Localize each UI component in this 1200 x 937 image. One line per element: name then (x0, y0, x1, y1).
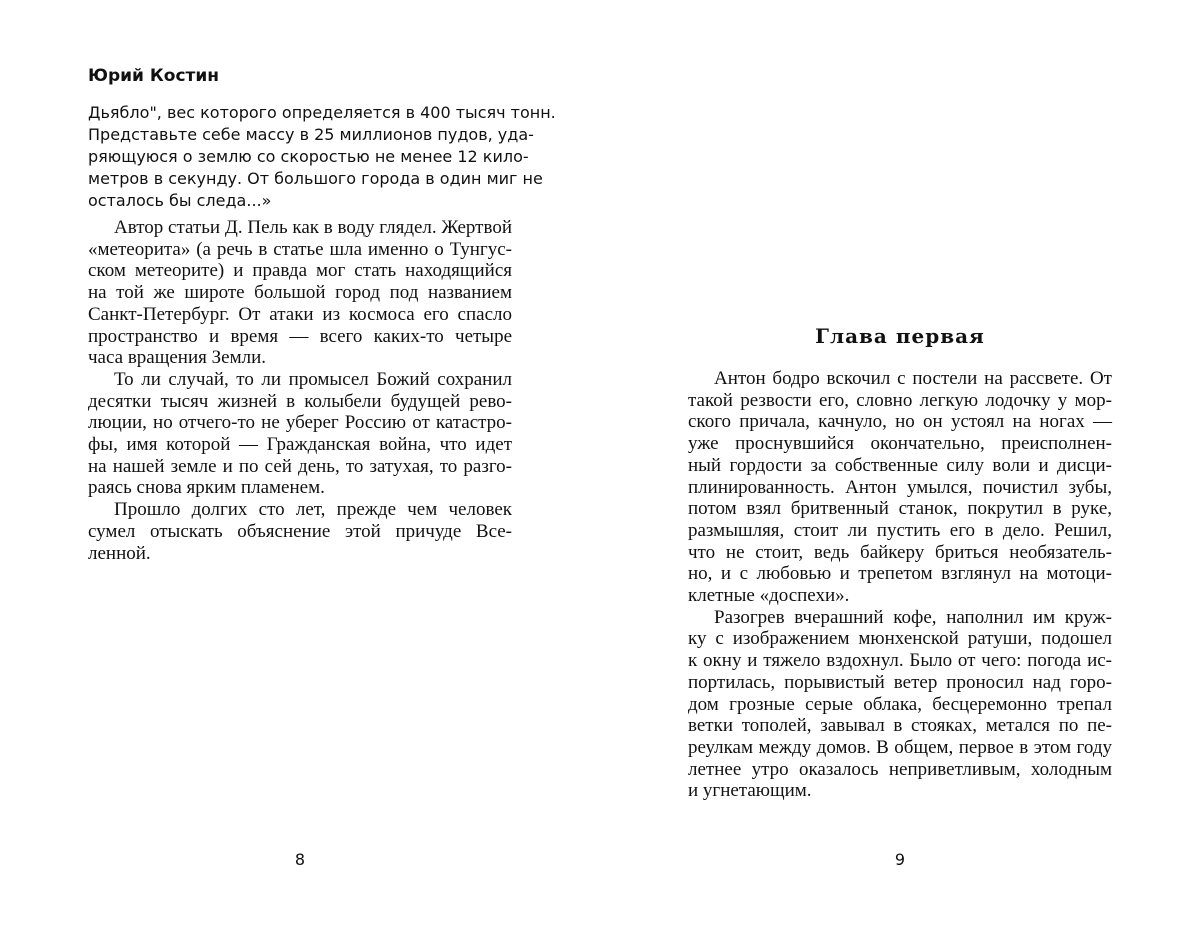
text-line: плинированность. Антон умылся, почистил зубы, (688, 476, 1112, 498)
quote-line: осталось бы следа...» (88, 191, 272, 210)
page-number-right: 9 (894, 850, 906, 869)
text-line: ный гордости за собственные силу воли и дисци- (688, 454, 1112, 476)
text-line: раясь снова ярким пламенем. (88, 477, 325, 499)
text-line: летнее утро оказалось неприветливым, холодным (688, 758, 1112, 780)
text-line: «метеорита» (а речь в статье шла именно о Тунгус- (88, 238, 512, 260)
text-line: Разогрев вчерашний кофе, наполнил им круж- (714, 606, 1112, 628)
running-head-author: Юрий Костин (88, 66, 220, 86)
text-line: такой резвости его, словно легкую лодочку у мор- (688, 389, 1112, 411)
text-line: ском метеорите) и правда мог стать находящийся (88, 260, 512, 282)
text-line: потом взял бритвенный станок, покрутил в руке, (688, 498, 1112, 520)
text-line: уже проснувшийся окончательно, преисполнен- (688, 433, 1112, 455)
text-line: портилась, порывистый ветер проносил над горо- (688, 671, 1112, 693)
text-line: но, и с любовью и трепетом взглянул на мотоци- (688, 563, 1112, 585)
quote-line: метров в секунду. От большого города в один миг не (88, 169, 543, 188)
text-line: на той же широте большой город под названием (88, 282, 512, 304)
text-line: часа вращения Земли. (88, 347, 267, 369)
text-line: Автор статьи Д. Пель как в воду глядел. Жертвой (114, 217, 512, 238)
quote-block (88, 102, 556, 212)
text-line: сумел отыскать объяснение этой причуде Все- (88, 520, 512, 542)
text-line: к окну и тяжело вздохнул. Было от чего: погода ис- (688, 650, 1112, 672)
left-body-text (88, 217, 512, 564)
text-line: что не стоит, ведь байкеру бриться необязатель- (688, 541, 1112, 563)
text-line: ского причала, качнуло, но он устоял на ногах — (688, 411, 1112, 433)
text-line: пространство и время — всего каких-то четыре (88, 325, 512, 347)
text-line: ленной. (88, 542, 151, 564)
text-line: фы, имя которой — Гражданская война, что идет (88, 434, 512, 456)
text-line: дом грозные серые облака, бесцеремонно трепал (688, 693, 1112, 715)
text-line: Санкт-Петербург. От атаки из космоса его спасло (88, 303, 512, 325)
quote-line: Представьте себе массу в 25 миллионов пудов, уда- (88, 125, 534, 144)
page-number-left: 8 (294, 850, 306, 869)
text-line: и угнетающим. (688, 780, 812, 802)
right-body-text (688, 368, 1112, 802)
text-line: на нашей земле и по сей день, то затухая, то разго- (88, 455, 512, 477)
text-line: люции, но отчего-то не уберег Россию от катастро- (88, 412, 512, 434)
text-line: ку с изображением мюнхенской ратуши, подошел (688, 628, 1112, 650)
text-line: Прошло долгих сто лет, прежде чем человек (114, 499, 512, 521)
quote-line: Дьябло", вес которого определяется в 400 тысяч тонн. (88, 103, 556, 122)
text-line: клетные «доспехи». (688, 585, 850, 607)
chapter-title: Глава первая (815, 324, 985, 348)
quote-line: ряющуюся о землю со скоростью не менее 12 кило- (88, 147, 529, 166)
text-line: Антон бодро вскочил с постели на рассвете. От (714, 368, 1112, 389)
text-line: размышляя, стоит ли пустить его в дело. Решил, (688, 519, 1112, 541)
text-line: ветки тополей, завывал в стояках, метался по пе- (688, 715, 1112, 737)
text-line: десятки тысяч жизней в колыбели будущей рево- (88, 390, 512, 412)
text-line: То ли случай, то ли промысел Божий сохранил (114, 368, 512, 390)
text-line: реулкам между домов. В общем, первое в этом году (688, 736, 1112, 758)
